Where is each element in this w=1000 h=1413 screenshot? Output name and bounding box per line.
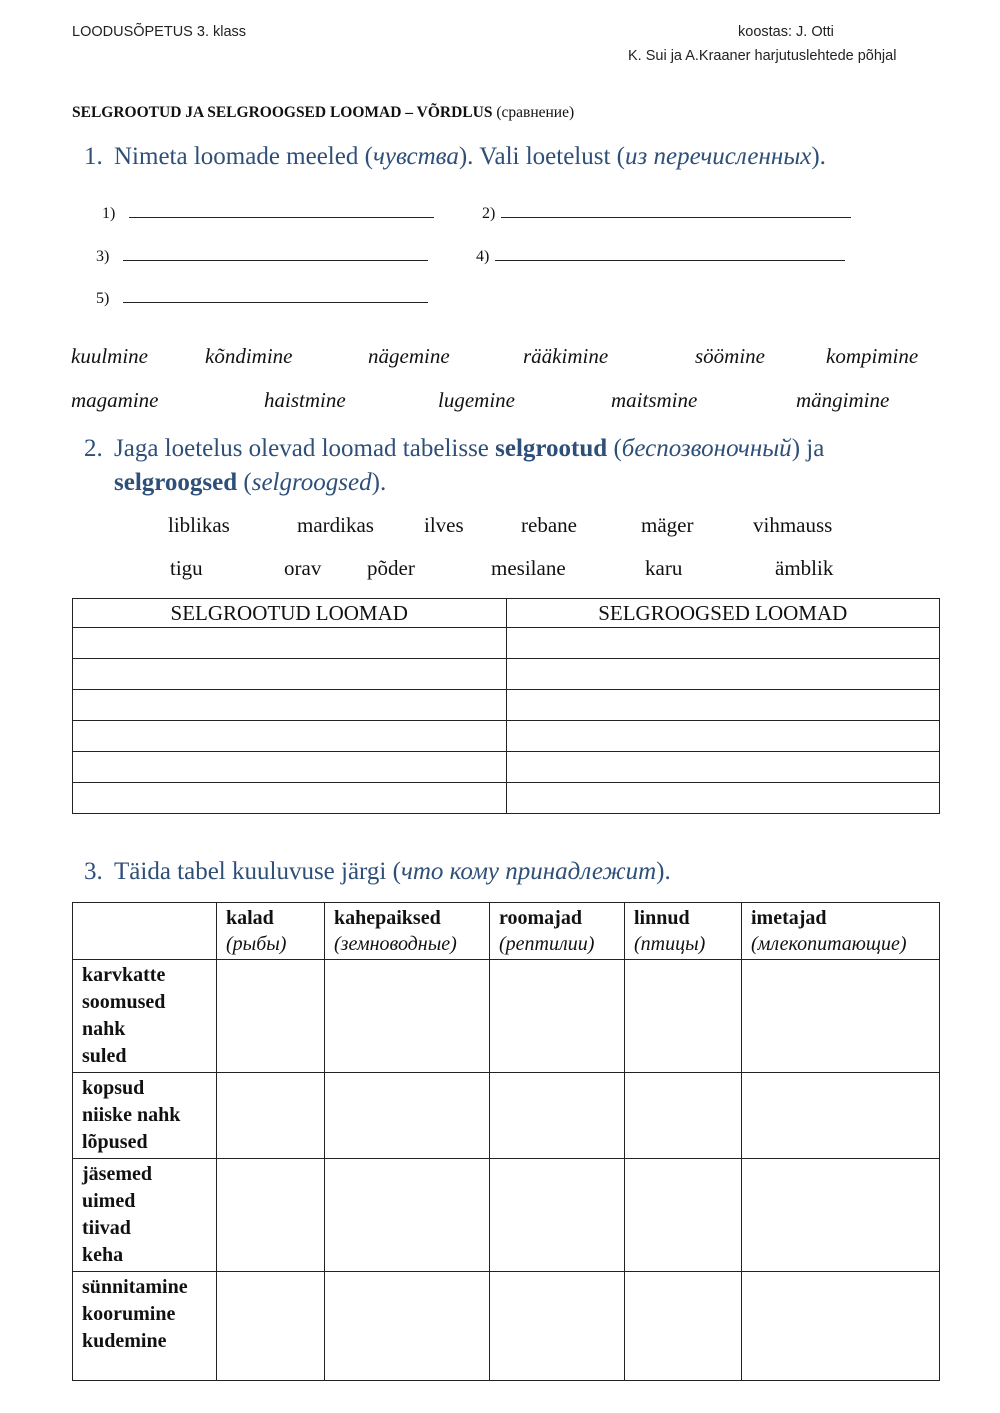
animal-word: mesilane bbox=[491, 556, 566, 580]
row-label-line: kudemine bbox=[82, 1330, 167, 1352]
table-cell[interactable] bbox=[742, 1073, 940, 1159]
column-header-mammals bbox=[742, 903, 940, 960]
table-row bbox=[73, 659, 940, 690]
sense-word: kompimine bbox=[826, 344, 919, 368]
answer-line-1[interactable] bbox=[102, 203, 434, 223]
table-cell[interactable] bbox=[506, 628, 940, 659]
question-1-text-a: Nimeta loomade meeled ( bbox=[114, 143, 373, 170]
sense-word: nägemine bbox=[368, 344, 450, 368]
answer-blank-3[interactable] bbox=[123, 246, 428, 261]
animal-word: karu bbox=[645, 556, 683, 580]
page-title-main: SELGROOTUD JA SELGROOGSED LOOMAD – VÕRDLUS bbox=[72, 104, 493, 121]
table-cell[interactable] bbox=[506, 783, 940, 814]
question-2-paren-a: ( bbox=[607, 435, 622, 462]
animal-word: vihmauss bbox=[753, 513, 833, 537]
column-header-amphibians bbox=[325, 903, 490, 960]
animal-word: põder bbox=[367, 556, 415, 580]
sense-word: magamine bbox=[71, 388, 159, 412]
row-label-line: niiske nahk bbox=[82, 1104, 181, 1126]
answer-blank-4[interactable] bbox=[495, 246, 845, 261]
table-cell[interactable] bbox=[742, 960, 940, 1073]
column-header-invertebrates: SELGROOTUD LOOMAD bbox=[73, 599, 507, 628]
animal-word: tigu bbox=[170, 556, 203, 580]
question-1 bbox=[84, 140, 826, 174]
header-source: K. Sui ja A.Kraaner harjutuslehtede põhjal bbox=[628, 48, 897, 64]
question-3-ru: что кому принадлежит bbox=[400, 858, 657, 885]
row-label-line: uimed bbox=[82, 1190, 136, 1212]
column-name: linnud bbox=[634, 907, 690, 929]
answer-line-5[interactable] bbox=[96, 288, 428, 308]
row-label-line: keha bbox=[82, 1244, 124, 1266]
question-1-text-c: ). bbox=[811, 143, 826, 170]
table-row bbox=[73, 1073, 940, 1159]
column-name-ru: (птицы) bbox=[634, 933, 706, 955]
table-cell[interactable] bbox=[217, 1159, 325, 1272]
page-title bbox=[72, 104, 574, 122]
table-cell[interactable] bbox=[490, 1073, 625, 1159]
answer-line-3[interactable] bbox=[96, 246, 428, 266]
question-3 bbox=[84, 855, 671, 889]
answer-line-4[interactable] bbox=[476, 246, 845, 266]
table-cell[interactable] bbox=[506, 690, 940, 721]
animal-word: mäger bbox=[641, 513, 694, 537]
column-header-vertebrates: SELGROOGSED LOOMAD bbox=[506, 599, 940, 628]
animal-word: liblikas bbox=[168, 513, 230, 537]
question-2-paren-b: ( bbox=[237, 469, 252, 496]
table-row bbox=[73, 1272, 940, 1381]
table-cell[interactable] bbox=[73, 721, 507, 752]
vertebrate-sort-table bbox=[72, 598, 940, 814]
question-1-ru-b: из перечисленных bbox=[625, 143, 812, 170]
answer-label-5: 5) bbox=[96, 290, 110, 307]
question-3-text-b: ). bbox=[656, 858, 671, 885]
table-cell[interactable] bbox=[625, 1073, 742, 1159]
answer-label-2: 2) bbox=[482, 205, 496, 222]
question-2 bbox=[84, 432, 944, 500]
answer-blank-5[interactable] bbox=[123, 288, 428, 303]
table-cell[interactable] bbox=[490, 960, 625, 1073]
answer-blank-1[interactable] bbox=[129, 203, 434, 218]
row-label-line: nahk bbox=[82, 1018, 126, 1040]
sense-word: söömine bbox=[695, 344, 765, 368]
table-cell[interactable] bbox=[73, 628, 507, 659]
row-label-line: sünnitamine bbox=[82, 1276, 188, 1298]
table-cell[interactable] bbox=[73, 690, 507, 721]
question-2-text-a: Jaga loetelus olevad loomad tabelisse bbox=[114, 435, 496, 462]
sense-word: kuulmine bbox=[71, 344, 148, 368]
question-1-text-b: ). Vali loetelust ( bbox=[458, 143, 626, 170]
table-cell[interactable] bbox=[73, 752, 507, 783]
table-cell[interactable] bbox=[506, 752, 940, 783]
table-row bbox=[73, 721, 940, 752]
header-subject: LOODUSÕPETUS 3. klass bbox=[72, 24, 247, 40]
column-header-fish bbox=[217, 903, 325, 960]
table-cell[interactable] bbox=[217, 960, 325, 1073]
sense-word: maitsmine bbox=[611, 388, 698, 412]
header-author: koostas: J. Otti bbox=[738, 24, 834, 40]
table-row bbox=[73, 783, 940, 814]
table-row bbox=[73, 628, 940, 659]
table-cell[interactable] bbox=[625, 960, 742, 1073]
row-label-line: soomused bbox=[82, 991, 166, 1013]
animal-word: mardikas bbox=[297, 513, 374, 537]
column-name-ru: (млекопитающие) bbox=[751, 933, 907, 955]
question-2-text-b: ) ja bbox=[791, 435, 825, 462]
classification-table bbox=[72, 902, 940, 1381]
corner-cell bbox=[73, 903, 217, 960]
question-2-text-c: ). bbox=[371, 469, 387, 496]
row-label-line: lõpused bbox=[82, 1131, 148, 1153]
table-row bbox=[73, 1159, 940, 1272]
table-cell[interactable] bbox=[325, 1272, 490, 1381]
animal-word: ämblik bbox=[775, 556, 834, 580]
table-cell[interactable] bbox=[625, 1159, 742, 1272]
table-cell[interactable] bbox=[625, 1272, 742, 1381]
sense-word: kõndimine bbox=[205, 344, 293, 368]
table-cell[interactable] bbox=[490, 1272, 625, 1381]
column-name: imetajad bbox=[751, 907, 827, 929]
animal-word: orav bbox=[284, 556, 322, 580]
row-label-line: suled bbox=[82, 1045, 127, 1067]
sense-word: mängimine bbox=[796, 388, 890, 412]
table-cell[interactable] bbox=[73, 783, 507, 814]
column-name: kahepaiksed bbox=[334, 907, 441, 929]
question-1-number: 1. bbox=[84, 143, 103, 170]
sense-word: rääkimine bbox=[523, 344, 609, 368]
page-title-ru: (сравнение) bbox=[496, 104, 575, 121]
answer-label-1: 1) bbox=[102, 205, 116, 222]
row-label-line: karvkatte bbox=[82, 964, 166, 986]
column-name-ru: (рыбы) bbox=[226, 933, 287, 955]
table-cell[interactable] bbox=[490, 1159, 625, 1272]
sense-word: lugemine bbox=[438, 388, 515, 412]
table-cell[interactable] bbox=[217, 1073, 325, 1159]
question-2-ru-a: беспозвоночный bbox=[621, 435, 792, 462]
column-name-ru: (рептилии) bbox=[499, 933, 595, 955]
table-cell[interactable] bbox=[217, 1272, 325, 1381]
table-cell[interactable] bbox=[742, 1272, 940, 1381]
row-label-line: jäsemed bbox=[82, 1163, 152, 1185]
row-label bbox=[73, 1159, 217, 1272]
row-label-line: tiivad bbox=[82, 1217, 131, 1239]
question-2-number: 2. bbox=[84, 435, 103, 462]
table-row bbox=[73, 960, 940, 1073]
column-name: kalad bbox=[226, 907, 274, 929]
answer-label-3: 3) bbox=[96, 248, 110, 265]
question-2-ru-b: selgroogsed bbox=[251, 469, 372, 496]
row-label bbox=[73, 1073, 217, 1159]
table-cell[interactable] bbox=[73, 659, 507, 690]
sense-word: haistmine bbox=[264, 388, 346, 412]
column-header-birds bbox=[625, 903, 742, 960]
row-label bbox=[73, 1272, 217, 1381]
table-cell[interactable] bbox=[325, 1073, 490, 1159]
table-cell[interactable] bbox=[325, 1159, 490, 1272]
animal-word: ilves bbox=[424, 513, 464, 537]
table-cell[interactable] bbox=[506, 721, 940, 752]
table-cell[interactable] bbox=[742, 1159, 940, 1272]
table-cell[interactable] bbox=[506, 659, 940, 690]
column-name: roomajad bbox=[499, 907, 582, 929]
animal-word: rebane bbox=[521, 513, 577, 537]
question-3-number: 3. bbox=[84, 858, 103, 885]
column-name-ru: (земноводные) bbox=[334, 933, 457, 955]
answer-label-4: 4) bbox=[476, 248, 490, 265]
answer-line-2[interactable] bbox=[482, 203, 851, 223]
question-2-bold-a: selgrootud bbox=[495, 435, 608, 462]
table-row bbox=[73, 752, 940, 783]
row-label-line: koorumine bbox=[82, 1303, 176, 1325]
column-header-reptiles bbox=[490, 903, 625, 960]
question-3-text-a: Täida tabel kuuluvuse järgi ( bbox=[114, 858, 401, 885]
question-2-bold-b: selgroogsed bbox=[114, 469, 238, 496]
answer-blank-2[interactable] bbox=[501, 203, 851, 218]
table-cell[interactable] bbox=[325, 960, 490, 1073]
row-label-line: kopsud bbox=[82, 1077, 145, 1099]
table-row bbox=[73, 690, 940, 721]
question-1-ru-a: чувства bbox=[372, 143, 459, 170]
row-label bbox=[73, 960, 217, 1073]
